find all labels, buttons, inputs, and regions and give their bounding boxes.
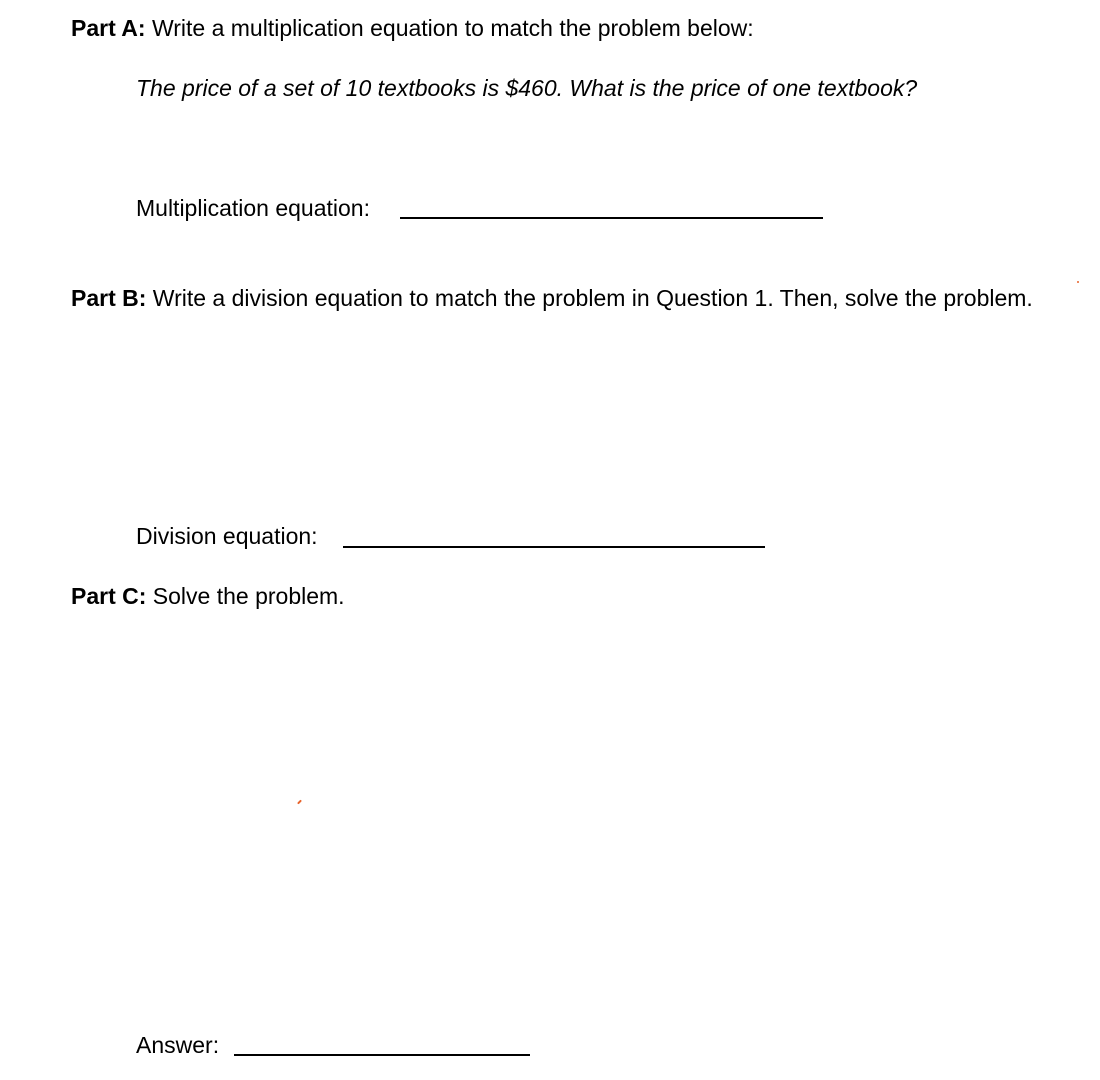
stray-annotation-mark [297,800,302,805]
part-a-instruction: Write a multiplication equation to match the problem below: [145,15,754,41]
part-b-heading [71,283,1041,313]
answer-label: Answer: [136,1032,220,1058]
part-c-instruction: Solve the problem. [146,583,345,609]
division-equation-blank[interactable] [343,546,765,548]
part-c-label: Part C: [71,583,147,609]
answer-blank[interactable] [234,1054,530,1056]
part-b-label: Part B: [71,285,147,311]
part-a-word-problem: The price of a set of 10 textbooks is $460. What is the price of one textbook? [136,75,918,101]
multiplication-equation-label: Multiplication equation: [136,195,370,221]
division-equation-label: Division equation: [136,523,318,549]
stray-annotation-mark [1077,281,1079,283]
part-a-heading [71,13,754,43]
part-a-label: Part A: [71,15,146,41]
part-b-instruction: Write a division equation to match the problem in Question 1. Then, solve the problem. [146,285,1033,311]
multiplication-equation-blank[interactable] [400,217,823,219]
part-c-heading [71,581,345,611]
